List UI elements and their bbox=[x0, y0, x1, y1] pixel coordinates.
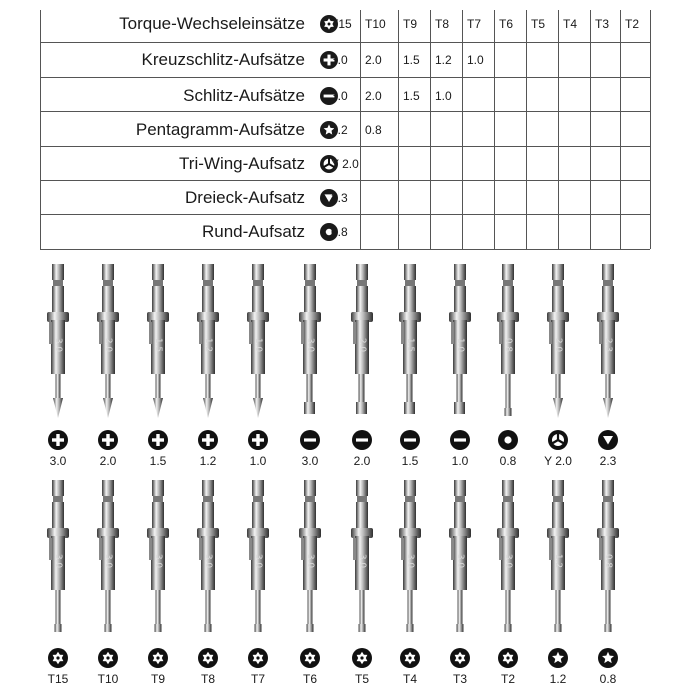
bit-size-label: T4 bbox=[402, 672, 417, 686]
bit-size-label: 1.0 bbox=[249, 454, 267, 468]
torx-icon bbox=[198, 648, 218, 668]
table-row bbox=[0, 80, 700, 112]
header-size-cell: T4 bbox=[563, 17, 578, 31]
table-cell: 3.0 bbox=[331, 89, 348, 103]
table-cell: 0.8 bbox=[365, 123, 382, 137]
phillips-icon bbox=[198, 430, 218, 450]
bit-engraving: 3.0 bbox=[305, 337, 315, 353]
bit-size-label: 2.0 bbox=[353, 454, 371, 468]
bit-engraving: 2.0 bbox=[553, 337, 563, 353]
table-cell: 2.3 bbox=[331, 191, 348, 205]
phillips-icon bbox=[248, 430, 268, 450]
screwdriver-bit bbox=[243, 262, 273, 422]
bit-row-top bbox=[0, 262, 700, 472]
table-grid-line bbox=[40, 249, 650, 250]
bit-size-label: T5 bbox=[354, 672, 369, 686]
header-size-cell: T10 bbox=[365, 17, 386, 31]
bit-size-label: T15 bbox=[47, 672, 69, 686]
header-size-cell: T9 bbox=[403, 17, 418, 31]
bit-size-label: 3.0 bbox=[301, 454, 319, 468]
screwdriver-bit bbox=[143, 478, 173, 636]
header-size-cell: T7 bbox=[467, 17, 482, 31]
slotted-icon bbox=[352, 430, 372, 450]
slotted-icon bbox=[300, 430, 320, 450]
torx-icon bbox=[450, 648, 470, 668]
round-icon bbox=[498, 430, 518, 450]
bit-engraving: 3.0 bbox=[305, 553, 315, 569]
bit-engraving: 3.0 bbox=[455, 553, 465, 569]
table-cell: 0.8 bbox=[331, 225, 348, 239]
bit-engraving: 2.0 bbox=[357, 337, 367, 353]
phillips-icon bbox=[48, 430, 68, 450]
bit-size-label: 0.8 bbox=[599, 672, 617, 686]
table-cell: Y 2.0 bbox=[331, 157, 359, 171]
row-label: Schlitz-Aufsätze bbox=[183, 86, 305, 105]
table-grid-line bbox=[40, 146, 650, 147]
table-cell: 1.5 bbox=[403, 53, 420, 67]
bit-engraving: 2.3 bbox=[603, 337, 613, 353]
slotted-icon bbox=[400, 430, 420, 450]
table-cell: 1.5 bbox=[403, 89, 420, 103]
torx-icon bbox=[400, 648, 420, 668]
slotted-icon bbox=[450, 430, 470, 450]
screwdriver-bit bbox=[143, 262, 173, 422]
header-size-cell: T2 bbox=[625, 17, 640, 31]
bit-size-label: T10 bbox=[97, 672, 119, 686]
bit-engraving: 3.0 bbox=[53, 337, 63, 353]
table-row bbox=[0, 44, 700, 76]
header-size-cell: T15 bbox=[331, 17, 352, 31]
torx-icon bbox=[248, 648, 268, 668]
screwdriver-bit bbox=[395, 478, 425, 636]
table-grid-line bbox=[40, 180, 650, 181]
row-label: Dreieck-Aufsatz bbox=[185, 188, 305, 207]
header-size-cell: T6 bbox=[499, 17, 514, 31]
bit-engraving: 3.0 bbox=[503, 553, 513, 569]
table-cell: 1.0 bbox=[467, 53, 484, 67]
torx-icon bbox=[48, 648, 68, 668]
screwdriver-bit bbox=[543, 262, 573, 422]
torx-icon bbox=[148, 648, 168, 668]
phillips-icon bbox=[148, 430, 168, 450]
pentalobe-icon bbox=[548, 648, 568, 668]
table-row bbox=[0, 148, 700, 180]
screwdriver-bit bbox=[543, 478, 573, 636]
screwdriver-bit bbox=[93, 262, 123, 422]
table-cell: 1.2 bbox=[331, 123, 348, 137]
screwdriver-bit bbox=[593, 262, 623, 422]
row-label: Torque-Wechseleinsätze bbox=[119, 14, 305, 33]
screwdriver-bit bbox=[493, 262, 523, 422]
screwdriver-bit bbox=[493, 478, 523, 636]
tri-wing-icon bbox=[548, 430, 568, 450]
row-label: Rund-Aufsatz bbox=[202, 222, 305, 241]
screwdriver-bit bbox=[347, 262, 377, 422]
bit-size-label: 1.2 bbox=[199, 454, 217, 468]
bit-size-label: T2 bbox=[500, 672, 515, 686]
bit-engraving: 0.8 bbox=[503, 337, 513, 353]
bit-engraving: 2.0 bbox=[103, 337, 113, 353]
screwdriver-bit bbox=[93, 478, 123, 636]
bit-engraving: 3.0 bbox=[253, 553, 263, 569]
bit-size-label: 0.8 bbox=[499, 454, 517, 468]
triangle-icon bbox=[598, 430, 618, 450]
screwdriver-bit bbox=[395, 262, 425, 422]
table-grid-line bbox=[40, 77, 650, 78]
torx-icon bbox=[98, 648, 118, 668]
table-grid-line bbox=[40, 42, 650, 43]
row-label: Tri-Wing-Aufsatz bbox=[179, 154, 305, 173]
bit-engraving: 3.0 bbox=[357, 553, 367, 569]
screwdriver-bit bbox=[243, 478, 273, 636]
screwdriver-bit bbox=[445, 478, 475, 636]
bit-engraving: 1.0 bbox=[253, 337, 263, 353]
bit-engraving: 0.8 bbox=[603, 553, 613, 569]
bit-engraving: 3.0 bbox=[53, 553, 63, 569]
bit-engraving: 3.0 bbox=[405, 553, 415, 569]
bit-engraving: 1.2 bbox=[553, 553, 563, 569]
bit-size-label: 1.0 bbox=[451, 454, 469, 468]
screwdriver-bit bbox=[593, 478, 623, 636]
torx-icon bbox=[300, 648, 320, 668]
spec-table bbox=[0, 0, 700, 260]
row-label: Pentagramm-Aufsätze bbox=[135, 120, 305, 139]
screwdriver-bit bbox=[193, 478, 223, 636]
header-size-cell: T3 bbox=[595, 17, 610, 31]
phillips-icon bbox=[98, 430, 118, 450]
bit-size-label: 2.3 bbox=[599, 454, 617, 468]
bit-size-label: T7 bbox=[250, 672, 265, 686]
bit-size-label: 2.0 bbox=[99, 454, 117, 468]
table-cell: 1.2 bbox=[435, 53, 452, 67]
header-size-cell: T5 bbox=[531, 17, 546, 31]
screwdriver-bit bbox=[445, 262, 475, 422]
screwdriver-bit bbox=[295, 478, 325, 636]
bit-engraving: 1.2 bbox=[203, 337, 213, 353]
screwdriver-bit bbox=[43, 262, 73, 422]
bit-engraving: 3.0 bbox=[153, 553, 163, 569]
bit-size-label: T8 bbox=[200, 672, 215, 686]
bit-size-label: 1.5 bbox=[149, 454, 167, 468]
bit-size-label: 1.2 bbox=[549, 672, 567, 686]
screwdriver-bit bbox=[43, 478, 73, 636]
table-row bbox=[0, 182, 700, 214]
row-label: Kreuzschlitz-Aufsätze bbox=[141, 50, 305, 69]
bit-size-label: T3 bbox=[452, 672, 467, 686]
table-cell: 1.0 bbox=[435, 89, 452, 103]
table-cell: 3.0 bbox=[331, 53, 348, 67]
bit-size-label: 3.0 bbox=[49, 454, 67, 468]
bit-engraving: 3.0 bbox=[203, 553, 213, 569]
screwdriver-bit bbox=[295, 262, 325, 422]
torx-icon bbox=[498, 648, 518, 668]
screwdriver-bit bbox=[347, 478, 377, 636]
table-row bbox=[0, 8, 700, 40]
torx-icon bbox=[352, 648, 372, 668]
bit-engraving: 1.0 bbox=[455, 337, 465, 353]
table-cell: 2.0 bbox=[365, 53, 382, 67]
header-size-cell: T8 bbox=[435, 17, 450, 31]
table-grid-line bbox=[40, 214, 650, 215]
table-cell: 2.0 bbox=[365, 89, 382, 103]
bit-size-label: T9 bbox=[150, 672, 165, 686]
bit-size-label: 1.5 bbox=[401, 454, 419, 468]
bit-engraving: 1.5 bbox=[153, 337, 163, 353]
bit-size-label: T6 bbox=[302, 672, 317, 686]
bit-row-bottom bbox=[0, 478, 700, 700]
screwdriver-bit bbox=[193, 262, 223, 422]
pentalobe-icon bbox=[598, 648, 618, 668]
table-row bbox=[0, 114, 700, 146]
bit-engraving: 1.5 bbox=[405, 337, 415, 353]
table-row bbox=[0, 216, 700, 248]
bit-engraving: 3.0 bbox=[103, 553, 113, 569]
bit-size-label: Y 2.0 bbox=[544, 454, 572, 468]
